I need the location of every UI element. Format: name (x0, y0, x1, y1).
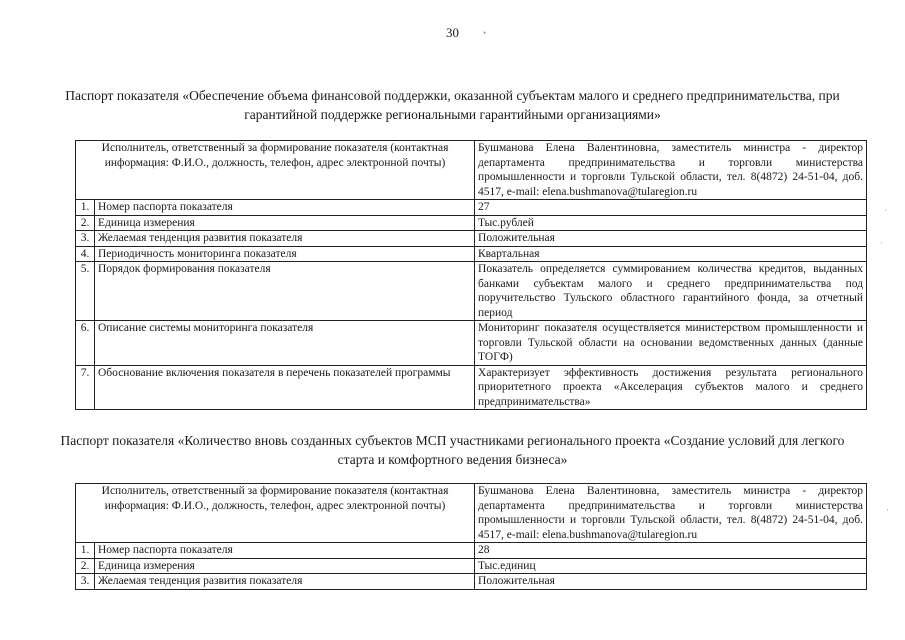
row-name: Единица измерения (95, 558, 475, 574)
row-value: Характеризует эффективность достижения результата регионального приоритетного проекта «Акселерация субъектов малого и среднего предпринимательства» (475, 365, 867, 410)
row-number: 3. (76, 231, 95, 247)
row-name: Номер паспорта показателя (95, 543, 475, 559)
row-value: Тыс.рублей (475, 215, 867, 231)
passport-1-table (75, 140, 867, 410)
row-value: Положительная (475, 231, 867, 247)
table-row (76, 246, 867, 262)
executor-label: Исполнитель, ответственный за формирование показателя (контактная информация: Ф.И.О., должность, телефон, адрес электронной почты) (76, 141, 475, 200)
row-name: Описание системы мониторинга показателя (95, 321, 475, 366)
row-number: 4. (76, 246, 95, 262)
row-value: 27 (475, 200, 867, 216)
table-row (76, 215, 867, 231)
row-value: Положительная (475, 574, 867, 590)
table-row (76, 365, 867, 410)
row-number: 5. (76, 262, 95, 321)
row-value: Показатель определяется суммированием количества кредитов, выданных банками субъектам малого и среднего предпринимательства под поручительство Тульского областного гарантийного фонда, за отчетный период (475, 262, 867, 321)
row-value: 28 (475, 543, 867, 559)
executor-value: Бушманова Елена Валентиновна, заместитель министра - директор департамента предпринимательства и торговли министерства промышленности и торговли Тульской области, тел. 8(4872) 24-51-04, доб. 4517, e-mail: elena.bushmanova@tularegion.ru (475, 484, 867, 543)
row-value: Тыс.единиц (475, 558, 867, 574)
row-name: Желаемая тенденция развития показателя (95, 574, 475, 590)
table-row (76, 262, 867, 321)
row-name: Обоснование включения показателя в перечень показателей программы (95, 365, 475, 410)
table-row (76, 558, 867, 574)
passport-2-table (75, 483, 867, 590)
scan-speck: • (483, 28, 487, 38)
row-name: Порядок формирования показателя (95, 262, 475, 321)
row-name: Номер паспорта показателя (95, 200, 475, 216)
row-value: Мониторинг показателя осуществляется министерством промышленности и торговли Тульской области на основании ведомственных данных (данные ТОГФ) (475, 321, 867, 366)
table-row (76, 231, 867, 247)
scan-speck: · (884, 205, 887, 215)
table-row (76, 321, 867, 366)
row-value: Квартальная (475, 246, 867, 262)
executor-row (76, 484, 867, 543)
scan-speck: · (886, 505, 889, 515)
row-name: Желаемая тенденция развития показателя (95, 231, 475, 247)
executor-value: Бушманова Елена Валентиновна, заместитель министра - директор департамента предпринимательства и торговли министерства промышленности и торговли Тульской области, тел. 8(4872) 24-51-04, доб. 4517, e-mail: elena.bushmanova@tularegion.ru (475, 141, 867, 200)
scan-speck: · (880, 238, 883, 248)
table-row (76, 543, 867, 559)
passport-2-title: Паспорт показателя «Количество вновь созданных субъектов МСП участниками регионального проекта «Создание условий для легкого старта и комфортного ведения бизнеса» (60, 433, 845, 467)
row-number: 1. (76, 543, 95, 559)
table-row (76, 574, 867, 590)
passport-1-title: Паспорт показателя «Обеспечение объема финансовой поддержки, оказанной субъектам малого и среднего предпринимательства, при гарантийной поддержке региональными гарантийными организациями» (65, 88, 840, 122)
row-number: 1. (76, 200, 95, 216)
row-number: 7. (76, 365, 95, 410)
page-number: 30 (446, 25, 459, 40)
row-number: 2. (76, 215, 95, 231)
row-number: 6. (76, 321, 95, 366)
executor-row (76, 141, 867, 200)
row-name: Единица измерения (95, 215, 475, 231)
row-name: Периодичность мониторинга показателя (95, 246, 475, 262)
row-number: 3. (76, 574, 95, 590)
executor-label: Исполнитель, ответственный за формирование показателя (контактная информация: Ф.И.О., должность, телефон, адрес электронной почты) (76, 484, 475, 543)
table-row (76, 200, 867, 216)
row-number: 2. (76, 558, 95, 574)
